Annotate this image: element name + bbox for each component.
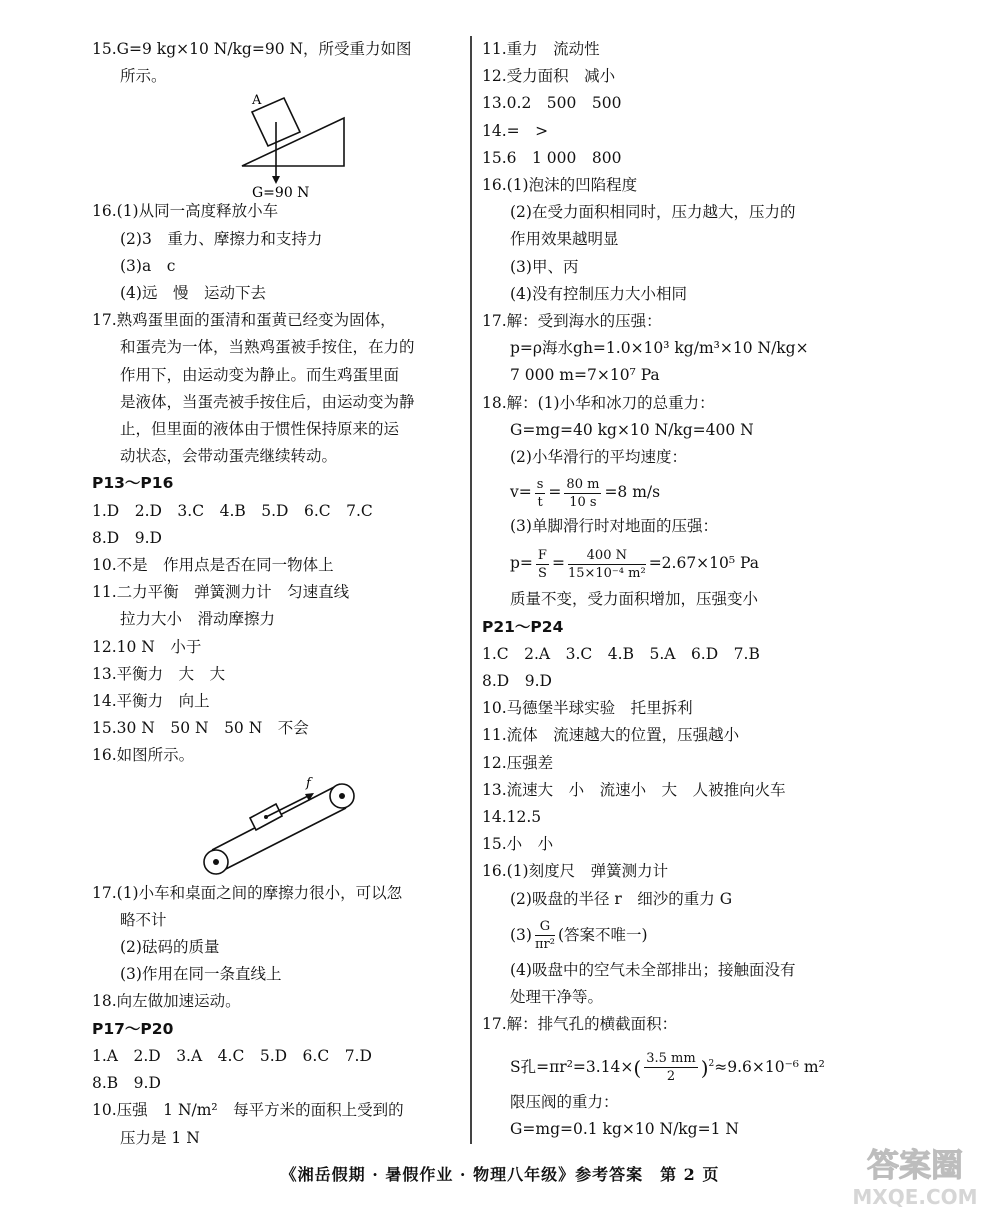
eq-prefix: (3) [510, 925, 532, 944]
answer-line: 17.熟鸡蛋里面的蛋清和蛋黄已经变为固体， [92, 311, 396, 330]
fraction [535, 918, 555, 953]
answer-line: 13.0.2 500 500 [482, 94, 622, 113]
fraction [568, 547, 646, 582]
arrow-head [272, 176, 280, 184]
page-footer: 《湘岳假期 · 暑假作业 · 物理八年级》参考答案 第 2 页 [280, 1165, 720, 1184]
answer-line: (2)在受力面积相同时，压力越大，压力的 [510, 203, 796, 222]
eq-equals: = [551, 554, 565, 573]
left-column [92, 36, 464, 1152]
answer-line: 13.平衡力 大 大 [92, 664, 226, 683]
watermark-top: 答案圈 [866, 1146, 964, 1184]
fraction [536, 547, 549, 582]
answer-line: 12.压强差 [482, 753, 554, 772]
answer-line: 略不计 [120, 910, 167, 929]
answer-line: G=mg=0.1 kg×10 N/kg=1 N [510, 1119, 739, 1138]
answer-line: (3)a c [120, 256, 176, 275]
answer-line: 8.B 9.D [92, 1074, 161, 1093]
answer-line: 压力是 1 N [120, 1128, 200, 1147]
denominator: 10 s [569, 494, 597, 510]
figure-incline-block [92, 90, 464, 198]
answer-line: 11.重力 流动性 [482, 40, 600, 58]
answer-line: 10.马德堡半球实验 托里拆利 [482, 699, 693, 718]
equation-velocity [482, 471, 882, 513]
section-heading: P13～P16 [92, 474, 174, 493]
eq-lhs: p= [510, 554, 533, 573]
numerator: F [537, 547, 547, 563]
answer-line: 17.解：受到海水的压强： [482, 312, 662, 331]
answer-line: 16.如图所示。 [92, 746, 195, 765]
answer-line: 15.小 小 [482, 835, 554, 854]
numerator: 3.5 mm [646, 1051, 696, 1067]
numerator: G [535, 918, 555, 936]
answer-line: 13.流速大 小 流速小 大 人被推向火车 [482, 780, 786, 799]
watermark-bottom: MXQE.COM [852, 1185, 978, 1209]
answer-line: 14.平衡力 向上 [92, 692, 210, 711]
fraction [644, 1050, 697, 1085]
numerator: s [536, 476, 544, 492]
answer-line: (2)3 重力、摩擦力和支持力 [120, 229, 323, 248]
answer-line: 8.D 9.D [482, 672, 552, 691]
answer-line: 止，但里面的液体由于惯性保持原来的运 [120, 420, 400, 439]
answer-line: 10.压强 1 N/m² 每平方米的面积上受到的 [92, 1101, 404, 1120]
fraction [564, 476, 601, 511]
answer-line: 17.解：排气孔的横截面积： [482, 1015, 678, 1034]
answer-line: 1.D 2.D 3.C 4.B 5.D 6.C 7.C [92, 501, 373, 520]
answer-line: (3)作用在同一条直线上 [120, 965, 282, 984]
answer-line: 16.(1)从同一高度释放小车 [92, 202, 279, 221]
answer-line: 和蛋壳为一体，当熟鸡蛋被手按住，在力的 [120, 338, 415, 357]
incline-diagram [92, 90, 464, 198]
eq-rhs: =2.67×10⁵ Pa [648, 554, 760, 573]
section-heading: P17～P20 [92, 1019, 174, 1038]
numerator: 400 N [568, 547, 646, 565]
answer-line: (2)小华滑行的平均速度： [510, 448, 687, 467]
eq-lhs: S孔=πr²=3.14× [510, 1057, 634, 1076]
denominator: t [537, 494, 543, 510]
answer-line: (4)吸盘中的空气未全部排出；接触面没有 [510, 960, 796, 979]
eq-rhs: ≈9.6×10⁻⁶ m² [714, 1057, 825, 1076]
answer-line: G=mg=40 kg×10 N/kg=400 N [510, 420, 754, 439]
right-column [482, 36, 882, 1143]
answer-line: 质量不变，受力面积增加，压强变小 [510, 590, 759, 609]
answer-line: 17.(1)小车和桌面之间的摩擦力很小，可以忽 [92, 883, 403, 902]
answer-line: 8.D 9.D [92, 528, 162, 547]
pulley-axle [213, 859, 219, 865]
label-f: f [306, 775, 311, 791]
numerator: 80 m [566, 476, 600, 492]
answer-line: 所示。 [120, 67, 167, 86]
conveyor-diagram [92, 770, 464, 880]
answer-line: 是液体，当蛋壳被手按住后，由运动变为静 [120, 392, 415, 411]
answer-line: 16.(1)刻度尺 弹簧测力计 [482, 862, 669, 881]
label-a: A [252, 93, 262, 109]
answer-line: 限压阀的重力： [510, 1092, 619, 1111]
answer-line: (3)单脚滑行时对地面的压强： [510, 517, 718, 536]
answer-line: 10.不是 作用点是否在同一物体上 [92, 556, 334, 575]
answer-line: 12.10 N 小于 [92, 637, 202, 656]
gravity-caption: G=90 N [252, 185, 310, 199]
answer-line: 16.(1)泡沫的凹陷程度 [482, 176, 638, 195]
equation-g-over-pir2 [482, 913, 882, 957]
pulley-axle [339, 793, 345, 799]
answer-line: 处理干净等。 [510, 988, 604, 1007]
denominator: 15×10⁻⁴ m² [567, 565, 646, 581]
paren-close: ) [700, 1055, 709, 1080]
answer-line: (3)甲、丙 [510, 257, 579, 276]
answer-line: 15.G=9 kg×10 N/kg=90 N，所受重力如图 [92, 40, 412, 58]
answer-line: 15.30 N 50 N 50 N 不会 [92, 719, 309, 738]
answer-line: 作用效果越明显 [510, 230, 619, 249]
watermark-logo [840, 1132, 990, 1212]
denominator: πr² [534, 937, 555, 953]
belt-bottom [216, 808, 346, 874]
section-heading: P21～P24 [482, 617, 564, 636]
answer-line: 11.流体 流速越大的位置，压强越小 [482, 726, 740, 745]
answer-line: (2)吸盘的半径 r 细沙的重力 G [510, 889, 733, 908]
answer-line: 18.解：(1)小华和冰刀的总重力： [482, 393, 715, 412]
eq-rhs: =8 m/s [604, 483, 661, 502]
figure-conveyor [92, 770, 464, 880]
fraction [535, 476, 546, 511]
answer-line: 15.6 1 000 800 [482, 148, 622, 167]
answer-line: 1.C 2.A 3.C 4.B 5.A 6.D 7.B [482, 644, 760, 663]
eq-lhs: v= [510, 483, 532, 502]
answer-line: 作用下，由运动变为静止。而生鸡蛋里面 [120, 365, 400, 384]
eq-suffix: (答案不唯一) [557, 925, 648, 944]
column-divider [470, 36, 472, 1144]
answer-line: 14.12.5 [482, 808, 542, 827]
answer-line: p=ρ海水gh=1.0×10³ kg/m³×10 N/kg× [510, 339, 809, 358]
answer-line: (4)没有控制压力大小相同 [510, 284, 687, 303]
denominator: S [537, 565, 547, 581]
exponent: 2 [708, 1058, 715, 1069]
answer-line: 1.A 2.D 3.A 4.C 5.D 6.C 7.D [92, 1046, 372, 1065]
answer-line: 11.二力平衡 弹簧测力计 匀速直线 [92, 583, 350, 602]
answer-line: 18.向左做加速运动。 [92, 992, 241, 1011]
answer-line: (2)砝码的质量 [120, 938, 220, 957]
answer-line: 14.= > [482, 121, 549, 140]
answer-line: 动状态，会带动蛋壳继续转动。 [120, 447, 338, 466]
paren-open: ( [633, 1055, 642, 1080]
answer-line: 12.受力面积 减小 [482, 67, 616, 86]
answer-line: (4)远 慢 运动下去 [120, 284, 266, 303]
answer-line: 拉力大小 滑动摩擦力 [120, 610, 276, 629]
denominator: 2 [666, 1069, 676, 1085]
eq-equals: = [548, 483, 562, 502]
equation-pressure [482, 540, 882, 586]
answer-line: 7 000 m=7×10⁷ Pa [510, 366, 660, 385]
equation-area [482, 1039, 882, 1089]
